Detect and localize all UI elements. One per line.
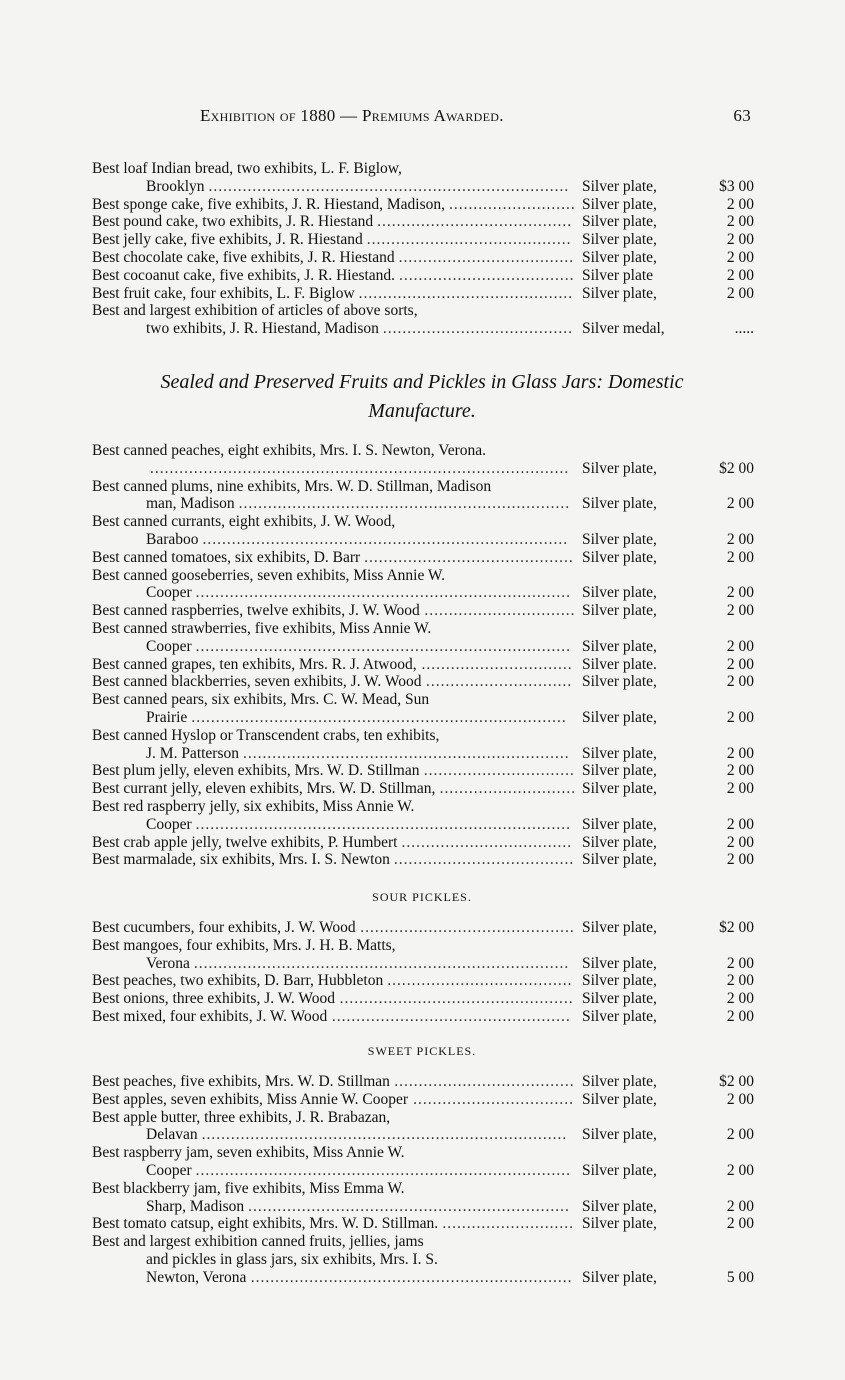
section-title	[92, 368, 752, 426]
entry-text: Best jelly cake, five exhibits, J. R. Hiestand	[92, 231, 363, 249]
entry-line	[92, 160, 757, 178]
award-amount: 2 00	[726, 815, 754, 833]
entry-line	[92, 495, 757, 513]
entry-line	[92, 798, 757, 816]
award-type: Silver plate,	[582, 177, 657, 195]
entry-text: Best tomato catsup, eight exhibits, Mrs. W. D. Stillman.	[92, 1215, 439, 1233]
entry-text: Best canned grapes, ten exhibits, Mrs. R. J. Atwood,	[92, 655, 417, 673]
award-amount: 2 00	[726, 248, 754, 266]
entry-line	[92, 780, 757, 798]
award-type: Silver plate,	[582, 248, 657, 266]
award-type: Silver plate.	[582, 655, 657, 673]
entry-line	[92, 531, 757, 549]
dot-leader: .................................	[413, 1090, 575, 1108]
award-amount: 2 00	[726, 195, 754, 213]
award-amount: 2 00	[726, 1161, 754, 1179]
sweet-pickles-awards-list	[92, 1073, 757, 1287]
award-entry	[92, 691, 757, 727]
section-title-line-1: Sealed and Preserved Fruits and Pickles in Glass Jars: Domestic	[160, 371, 684, 393]
award-entry	[92, 1215, 757, 1233]
entry-text: Prairie	[146, 708, 188, 726]
entry-line	[92, 851, 757, 869]
award-amount: $2 00	[719, 919, 754, 936]
award-entry	[92, 602, 757, 620]
award-amount: 2 00	[726, 655, 754, 673]
award-type: Silver plate,	[582, 833, 657, 851]
entry-text: Best crab apple jelly, twelve exhibits, P. Humbert	[92, 833, 398, 851]
entry-line	[92, 602, 757, 620]
entry-line	[92, 745, 757, 763]
dot-leader: ............................................	[360, 919, 575, 936]
award-entry	[92, 549, 757, 567]
entry-line	[92, 816, 757, 834]
award-entry	[92, 1233, 757, 1286]
sour-pickles-awards-list	[92, 919, 757, 1026]
award-entry	[92, 1073, 757, 1091]
award-entry	[92, 249, 757, 267]
entry-text: Best and largest exhibition of articles of above sorts,	[92, 302, 418, 320]
dot-leader: ...................................................................	[243, 744, 570, 762]
award-amount: 2 00	[726, 851, 754, 869]
award-entry	[92, 267, 757, 285]
entry-text: Best marmalade, six exhibits, Mrs. I. S. Newton	[92, 851, 390, 869]
award-amount: 2 00	[726, 762, 754, 780]
entry-text: Cooper	[146, 1161, 192, 1179]
entry-line	[92, 762, 757, 780]
dot-leader: ......................................	[387, 972, 573, 990]
entry-line	[92, 1126, 757, 1144]
entry-text: and pickles in glass jars, six exhibits, Mrs. I. S.	[146, 1250, 438, 1268]
award-type: Silver plate,	[582, 1090, 657, 1108]
dot-leader: .............................................................................	[193, 954, 570, 972]
entry-line	[92, 584, 757, 602]
award-type: Silver plate,	[582, 584, 657, 602]
award-type: Silver plate,	[582, 1007, 657, 1025]
entry-line	[92, 620, 757, 638]
award-type: Silver plate,	[582, 919, 657, 936]
dot-leader: .....................................	[393, 851, 575, 869]
cake-awards-list	[92, 160, 757, 338]
entry-line	[92, 955, 757, 973]
entry-text: Best peaches, five exhibits, Mrs. W. D. Stillman	[92, 1073, 390, 1090]
entry-text: Best loaf Indian bread, two exhibits, L. F. Biglow,	[92, 160, 402, 177]
award-amount: 2 00	[726, 266, 754, 284]
entry-line	[92, 919, 757, 937]
award-amount: $3 00	[719, 177, 754, 195]
entry-text: Brooklyn	[146, 177, 205, 195]
entry-line	[92, 656, 757, 674]
entry-line	[92, 1233, 757, 1251]
award-amount: 2 00	[726, 548, 754, 566]
award-type: Silver plate,	[582, 213, 657, 231]
entry-text: Best blackberry jam, five exhibits, Miss Emma W.	[92, 1179, 405, 1197]
dot-leader: ............................	[439, 780, 576, 798]
entry-line	[92, 1215, 757, 1233]
entry-text: Best plum jelly, eleven exhibits, Mrs. W. D. Stillman	[92, 762, 420, 780]
award-entry	[92, 302, 757, 338]
entry-line	[92, 231, 757, 249]
award-entry	[92, 1109, 757, 1145]
entry-line	[92, 213, 757, 231]
award-entry	[92, 231, 757, 249]
award-type: Silver plate,	[582, 744, 657, 762]
entry-text: Verona	[146, 954, 190, 972]
award-type: Silver plate,	[582, 954, 657, 972]
award-type: Silver plate,	[582, 602, 657, 620]
award-entry	[92, 620, 757, 656]
entry-text: Best pound cake, two exhibits, J. R. Hiestand	[92, 213, 374, 231]
award-type: Silver plate,	[582, 990, 657, 1008]
award-entry	[92, 442, 757, 478]
award-amount: 2 00	[726, 1215, 754, 1233]
sour-pickles-heading: SOUR PICKLES.	[372, 890, 472, 904]
entry-text: Best chocolate cake, five exhibits, J. R. Hiestand	[92, 248, 395, 266]
entry-text: Best mangoes, four exhibits, Mrs. J. H. B. Matts,	[92, 936, 396, 954]
dot-leader: ...........................................................................	[201, 1126, 568, 1144]
award-amount: 2 00	[726, 584, 754, 602]
entry-line	[92, 1198, 757, 1216]
dot-leader: ..........................................................................	[208, 177, 570, 195]
award-type: Silver plate,	[582, 708, 657, 726]
award-type: Silver plate,	[582, 673, 657, 691]
dot-leader: .....................................	[394, 1073, 575, 1090]
entry-text: Best fruit cake, four exhibits, L. F. Biglow	[92, 284, 355, 302]
dot-leader: ................................................	[339, 990, 574, 1008]
award-entry	[92, 1144, 757, 1180]
award-entry	[92, 851, 757, 869]
entry-line	[92, 1091, 757, 1109]
dot-leader: ...............................	[421, 655, 573, 673]
dot-leader: ...............................	[423, 762, 575, 780]
dot-leader: ....................................	[399, 266, 575, 284]
award-amount: 2 00	[726, 1090, 754, 1108]
canned-fruit-awards-list	[92, 442, 757, 869]
award-amount: 2 00	[726, 637, 754, 655]
dot-leader: ...........................	[442, 1215, 575, 1233]
award-amount: 2 00	[726, 673, 754, 691]
award-type: Silver plate,	[582, 284, 657, 302]
award-amount: 2 00	[726, 744, 754, 762]
award-entry	[92, 673, 757, 691]
running-header	[90, 106, 755, 130]
award-entry	[92, 1008, 757, 1026]
entry-text: Best currant jelly, eleven exhibits, Mrs. W. D. Stillman,	[92, 780, 436, 798]
award-entry	[92, 478, 757, 514]
sweet-pickles-heading: SWEET PICKLES.	[367, 1044, 477, 1058]
entry-line	[92, 1180, 757, 1198]
entry-text: Best canned Hyslop or Transcendent crabs, ten exhibits,	[92, 726, 440, 744]
award-entry	[92, 727, 757, 763]
entry-line	[92, 267, 757, 285]
award-type: Silver plate,	[582, 1215, 657, 1233]
entry-line	[92, 1073, 757, 1091]
entry-line	[92, 513, 757, 531]
entry-line	[92, 549, 757, 567]
award-type: Silver plate,	[582, 851, 657, 869]
entry-text: J. M. Patterson	[146, 744, 239, 762]
entry-text: Best onions, three exhibits, J. W. Wood	[92, 990, 336, 1008]
award-entry	[92, 990, 757, 1008]
award-amount: 2 00	[726, 213, 754, 231]
dot-leader: .............................................................................	[195, 637, 571, 655]
award-entry	[92, 919, 757, 937]
entry-text: Best cocoanut cake, five exhibits, J. R. Hiestand.	[92, 266, 396, 284]
entry-text: Sharp, Madison	[146, 1197, 245, 1215]
award-type: Silver plate,	[582, 495, 657, 513]
dot-leader: ...............................	[424, 602, 576, 620]
award-amount: 5 00	[726, 1268, 754, 1286]
award-entry	[92, 213, 757, 231]
award-entry	[92, 937, 757, 973]
dot-leader: ..............................	[426, 673, 573, 691]
entry-text: Cooper	[146, 815, 192, 833]
entry-line	[92, 442, 757, 460]
award-amount: $2 00	[719, 459, 754, 477]
award-type: Silver plate,	[582, 1197, 657, 1215]
entry-text: Best canned pears, six exhibits, Mrs. C. W. Mead, Sun	[92, 691, 430, 709]
award-entry	[92, 656, 757, 674]
award-type: Silver plate,	[582, 1161, 657, 1179]
award-type: Silver plate,	[582, 530, 657, 548]
award-amount: 2 00	[726, 1007, 754, 1025]
award-entry	[92, 160, 757, 196]
entry-line	[92, 937, 757, 955]
award-amount: 2 00	[726, 990, 754, 1008]
award-type: Silver plate,	[582, 231, 657, 249]
entry-text: Best peaches, two exhibits, D. Barr, Hubbleton	[92, 972, 384, 990]
award-entry	[92, 834, 757, 852]
entry-text: Best apples, seven exhibits, Miss Annie W. Cooper	[92, 1090, 409, 1108]
page-title: Exhibition of 1880 — Premiums Awarded.	[200, 106, 504, 125]
award-type: Silver plate,	[582, 972, 657, 990]
award-entry	[92, 1091, 757, 1109]
entry-line	[92, 249, 757, 267]
award-amount: 2 00	[726, 1126, 754, 1144]
award-amount: 2 00	[726, 231, 754, 249]
entry-line	[92, 691, 757, 709]
entry-line	[92, 196, 757, 214]
entry-line	[92, 1008, 757, 1026]
award-amount: 2 00	[726, 833, 754, 851]
entry-line	[92, 727, 757, 745]
entry-text: Delavan	[146, 1126, 198, 1144]
entry-line	[92, 1269, 757, 1287]
award-amount: 2 00	[726, 284, 754, 302]
dot-leader: ..........................................	[366, 231, 572, 249]
award-type: Silver plate	[582, 266, 654, 284]
award-type: Silver plate,	[582, 780, 657, 798]
entry-line	[92, 972, 757, 990]
dot-leader: ......................................................................................	[150, 459, 570, 477]
entry-text: Best sponge cake, five exhibits, J. R. Hiestand, Madison,	[92, 195, 446, 213]
dot-leader: ..........................	[449, 195, 576, 213]
dot-leader: .............................................................................	[195, 584, 571, 602]
award-type: Silver plate,	[582, 637, 657, 655]
entry-text: Best canned currants, eight exhibits, J. W. Wood,	[92, 513, 396, 531]
award-type: Silver plate,	[582, 195, 657, 213]
entry-text: Best canned gooseberries, seven exhibits, Miss Annie W.	[92, 566, 446, 584]
entry-line	[92, 460, 757, 478]
award-entry	[92, 762, 757, 780]
award-type: Silver plate,	[582, 1073, 657, 1090]
entry-text: Best canned strawberries, five exhibits, Miss Annie W.	[92, 619, 432, 637]
entry-line	[92, 1162, 757, 1180]
dot-leader: ....................................................................	[238, 495, 571, 513]
entry-line	[92, 1109, 757, 1127]
dot-leader: .............................................................................	[195, 815, 571, 833]
entry-text: Best canned blackberries, seven exhibits, J. W. Wood	[92, 673, 422, 691]
entry-text: Cooper	[146, 584, 192, 602]
entry-text: Cooper	[146, 637, 192, 655]
award-amount: 2 00	[726, 954, 754, 972]
award-entry	[92, 798, 757, 834]
dot-leader: ............................................	[358, 284, 574, 302]
award-amount: 2 00	[726, 972, 754, 990]
entry-line	[92, 1251, 757, 1269]
award-type: Silver medal,	[582, 320, 665, 338]
entry-text: Best canned raspberries, twelve exhibits, J. W. Wood	[92, 602, 420, 620]
award-entry	[92, 780, 757, 798]
award-type: Silver plate,	[582, 762, 657, 780]
entry-line	[92, 709, 757, 727]
award-amount: $2 00	[719, 1073, 754, 1090]
award-type: Silver plate,	[582, 1268, 657, 1286]
entry-text: Best raspberry jam, seven exhibits, Miss Annie W.	[92, 1144, 405, 1162]
dot-leader: ...........................................	[364, 548, 574, 566]
dot-leader: .................................................	[331, 1007, 571, 1025]
award-entry	[92, 972, 757, 990]
entry-line	[92, 1144, 757, 1162]
entry-text: Best red raspberry jelly, six exhibits, Miss Annie W.	[92, 797, 415, 815]
award-amount: 2 00	[726, 780, 754, 798]
entry-text: Best canned plums, nine exhibits, Mrs. W. D. Stillman, Madison	[92, 477, 492, 495]
dot-leader: ....................................	[398, 248, 575, 266]
entry-line	[92, 638, 757, 656]
entry-text: Best apple butter, three exhibits, J. R. Brabazan,	[92, 1108, 391, 1126]
entry-line	[92, 567, 757, 585]
award-amount: 2 00	[726, 495, 754, 513]
dot-leader: ..................................................................	[248, 1197, 570, 1215]
dot-leader: ........................................	[377, 213, 573, 231]
entry-line	[92, 990, 757, 1008]
award-type: Silver plate,	[582, 815, 657, 833]
award-entry	[92, 285, 757, 303]
award-entry	[92, 1180, 757, 1216]
entry-text: Baraboo	[146, 530, 199, 548]
dot-leader: .............................................................................	[191, 708, 567, 726]
award-type: Silver plate,	[582, 459, 657, 477]
entry-text: Best mixed, four exhibits, J. W. Wood	[92, 1007, 328, 1025]
award-entry	[92, 196, 757, 214]
page-number: 63	[733, 106, 751, 125]
award-type: Silver plate,	[582, 548, 657, 566]
entry-text: Best canned peaches, eight exhibits, Mrs. I. S. Newton, Verona.	[92, 442, 487, 459]
award-entry	[92, 567, 757, 603]
entry-text: man, Madison	[146, 495, 235, 513]
entry-line	[92, 478, 757, 496]
award-amount: 2 00	[726, 530, 754, 548]
dot-leader: .............................................................................	[195, 1161, 571, 1179]
dot-leader: ...................................	[401, 833, 573, 851]
award-amount: 2 00	[726, 708, 754, 726]
entry-text: Best and largest exhibition canned fruits, jellies, jams	[92, 1233, 424, 1251]
section-title-line-2: Manufacture.	[368, 400, 476, 422]
entry-line	[92, 178, 757, 196]
entry-text: two exhibits, J. R. Hiestand, Madison	[146, 320, 379, 338]
entry-text: Best cucumbers, four exhibits, J. W. Wood	[92, 919, 356, 936]
award-amount: 2 00	[726, 602, 754, 620]
award-amount: 2 00	[726, 1197, 754, 1215]
entry-text: Newton, Verona	[146, 1268, 247, 1286]
entry-line	[92, 320, 757, 338]
award-entry	[92, 513, 757, 549]
award-type: Silver plate,	[582, 1126, 657, 1144]
entry-line	[92, 673, 757, 691]
dot-leader: ...........................................................................	[202, 530, 569, 548]
entry-line	[92, 834, 757, 852]
entry-line	[92, 285, 757, 303]
award-amount: .....	[734, 320, 754, 338]
entry-line	[92, 302, 757, 320]
dot-leader: ..................................................................	[250, 1268, 573, 1286]
entry-text: Best canned tomatoes, six exhibits, D. Barr	[92, 548, 361, 566]
dot-leader: .......................................	[382, 320, 574, 338]
